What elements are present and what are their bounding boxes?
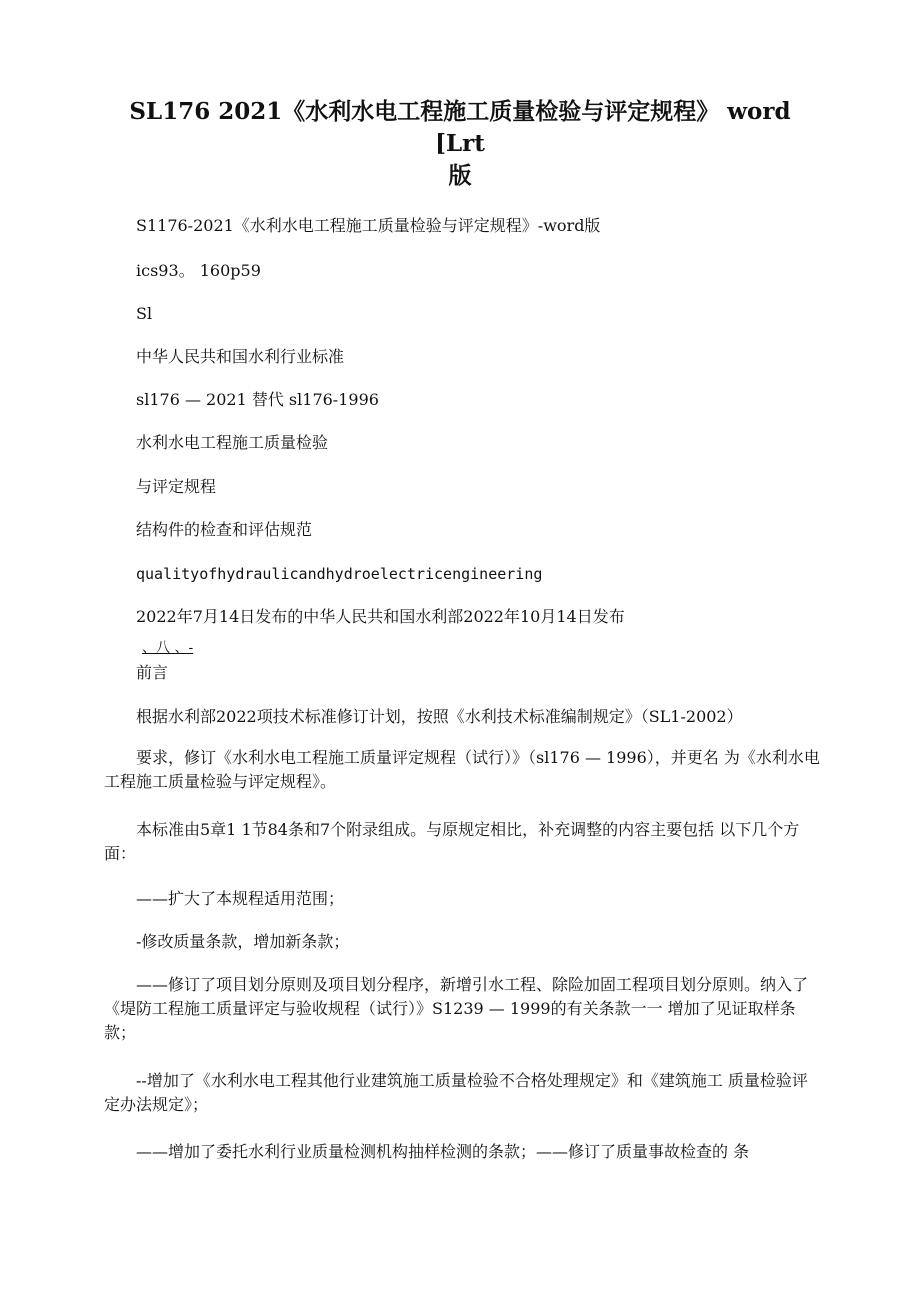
dot-leader: 、八 、-: [142, 640, 194, 656]
paragraph-3: 本标准由5章1 1节84条和7个附录组成。与原规定相比，补充调整的内容主要包括 以下几个方面：: [104, 820, 800, 863]
standard-name-line-1: 水利水电工程施工质量检验: [136, 433, 329, 452]
sl-mark: Sl: [136, 304, 153, 323]
paragraph-1: 根据水利部2022项技术标准修订计划，按照《水利技术标准编制规定》（SL1-2002）: [136, 707, 743, 726]
paragraph-5: -修改质量条款，增加新条款；: [136, 932, 350, 951]
standard-name-line-2: 与评定规程: [136, 477, 217, 496]
paragraph-4: ——扩大了本规程适用范围；: [136, 889, 345, 908]
ics-code: ics93。 160p59: [136, 261, 261, 280]
paragraph-2: 要求，修订《水利水电工程施工质量评定规程（试行）》（sl176 — 1996），并更名 为《水利水电工程施工质量检验与评定规程》。: [104, 748, 820, 791]
standard-category: 中华人民共和国水利行业标准: [136, 347, 345, 366]
standard-subtitle: 结构件的检查和评估规范: [136, 520, 313, 539]
paragraph-6: ——修订了项目划分原则及项目划分程序，新增引水工程、除险加固工程项目划分原则。纳入了《堤防工程施工质量评定与验收规程（试行）》S1239 — 1999的有关条款一一 增加了见证取样条款；: [104, 975, 809, 1042]
paragraph-8: ——增加了委托水利行业质量检测机构抽样检测的条款；——修订了质量事故检查的 条: [136, 1142, 750, 1161]
document-title-line-3: 版: [448, 162, 472, 189]
english-title: qualityofhydraulicandhydroelectricengineering: [136, 565, 543, 583]
publish-info: 2022年7月14日发布的中华人民共和国水利部2022年10月14日发布: [136, 607, 625, 626]
standard-number: sl176 — 2021 替代 sl176-1996: [136, 390, 379, 409]
paragraph-7: --增加了《水利水电工程其他行业建筑施工质量检验不合格处理规定》和《建筑施工 质量检验评定办法规定》；: [104, 1071, 808, 1114]
document-subtitle: S1176-2021《水利水电工程施工质量检验与评定规程》-word版: [136, 216, 601, 235]
document-title-line-1: SL176 2021《水利水电工程施工质量检验与评定规程》 word: [129, 98, 791, 125]
section-heading-foreword: 前言: [136, 663, 169, 682]
document-title-line-2: [Lrt: [435, 130, 485, 157]
